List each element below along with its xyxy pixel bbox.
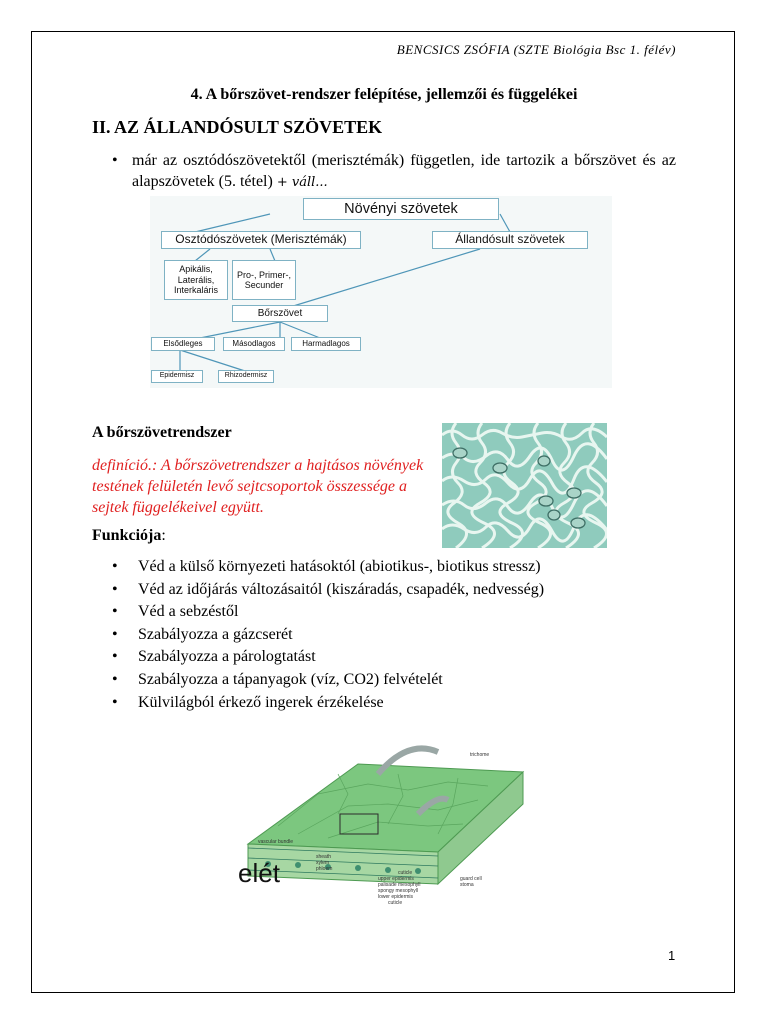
functions-list <box>92 558 544 716</box>
list-item: • Véd az időjárás változásaitól (kiszáradás, csapadék, nedvesség) <box>112 580 545 598</box>
label-stoma: stoma <box>460 882 474 888</box>
functions-heading: Funkciója: <box>92 527 166 544</box>
leaf-cross-section-image <box>238 734 529 918</box>
root-node: Növényi szövetek <box>303 198 499 220</box>
dermal-heading: A bőrszövetrendszer <box>92 424 232 441</box>
meristem-node: Osztódószövetek (Merisztémák) <box>161 231 361 249</box>
handwritten-note: + váll... <box>276 175 328 190</box>
label-lower-epidermis: lower epidermis <box>378 894 414 900</box>
label-cuticle-top: cuticle <box>398 870 413 876</box>
page-header: BENCSICS ZSÓFIA (SZTE Biológia Bsc 1. félév) <box>396 42 676 57</box>
label-sheath: sheath <box>316 854 332 860</box>
bullet-icon: • <box>112 670 118 688</box>
label-vascular-bundle: vascular bundle <box>258 839 294 845</box>
list-item: • Külvilágból érkező ingerek érzékelése <box>112 693 384 711</box>
bullet-icon: • <box>112 580 118 598</box>
list-item: • Szabályozza a párologtatást <box>112 648 316 666</box>
intro-bullet <box>92 150 676 193</box>
bullet-icon: • <box>112 152 118 169</box>
definition-text: definíció.: A bőrszövetrendszer a hajtásos növények testének felületén levő sejtcsoportok összessége a sejtek függelékeivel együtt. <box>92 457 424 516</box>
secondary-dermal-node: Másodlagos <box>223 337 285 351</box>
document-title: 4. A bőrszövet-rendszer felépítése, jellemzői és függelékei <box>190 86 578 103</box>
label-cuticle-bottom: cuticle <box>388 900 403 906</box>
bullet-icon: • <box>112 693 118 711</box>
label-trichome: trichome <box>470 752 490 758</box>
apical-node: Apikális, Laterális, Interkaláris <box>164 260 228 300</box>
list-item: • Szabályozza a gázcserét <box>112 625 293 643</box>
partial-text-fragment: elét <box>238 858 280 888</box>
epidermis-micrograph <box>442 423 607 548</box>
section-heading: II. AZ ÁLLANDÓSULT SZÖVETEK <box>92 117 383 137</box>
dermal-node: Bőrszövet <box>232 305 328 322</box>
list-item: • Véd a külső környezeti hatásoktól (abiotikus-, biotikus stressz) <box>112 558 541 575</box>
intro-text: már az osztódószövetektől (merisztémák) független, ide tartozik a bőrszövet és az alapszövetek (5. tétel) + váll... <box>132 152 676 190</box>
primary-node: Pro-, Primer-, Secunder <box>232 260 296 300</box>
label-upper-epidermis: upper epidermis <box>378 876 414 882</box>
rhizodermis-node: Rhizodermisz <box>218 370 274 383</box>
bullet-icon: • <box>112 648 118 666</box>
bullet-icon: • <box>112 603 118 621</box>
label-guard-cell: guard cell <box>460 876 482 882</box>
label-spongy: spongy mesophyll <box>378 888 419 894</box>
tissue-diagram <box>150 196 612 388</box>
tertiary-dermal-node: Harmadlagos <box>291 337 361 351</box>
list-item: • Véd a sebzéstől <box>112 603 239 621</box>
bullet-icon: • <box>112 558 118 575</box>
label-palisade: palisade mesophyll <box>378 882 421 888</box>
page-number: 1 <box>668 948 676 963</box>
epidermis-node: Epidermisz <box>151 370 203 383</box>
permanent-node: Állandósult szövetek <box>432 231 588 249</box>
primary-dermal-node: Elsődleges <box>151 337 215 351</box>
label-xylem: xylem <box>316 860 330 866</box>
bullet-icon: • <box>112 625 118 643</box>
list-item: • Szabályozza a tápanyagok (víz, CO2) felvételét <box>112 670 443 688</box>
label-phloem: phloem <box>316 866 333 872</box>
